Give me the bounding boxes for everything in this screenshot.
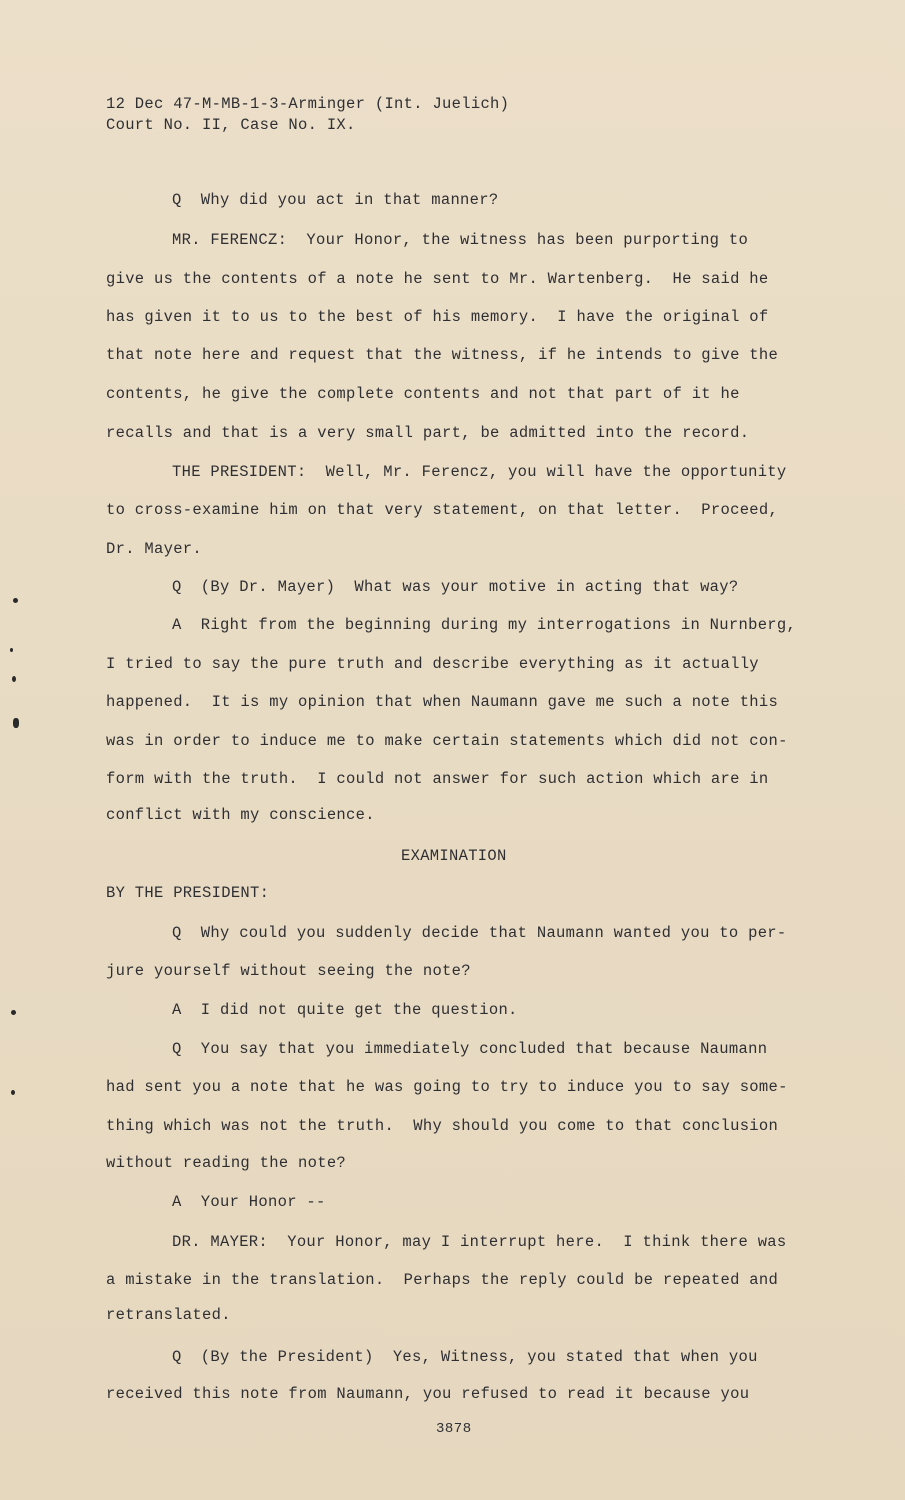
text-line: Q Why could you suddenly decide that Naumann wanted you to per- (172, 924, 787, 942)
punch-mark (13, 718, 19, 728)
text-line: recalls and that is a very small part, be admitted into the record. (106, 424, 750, 442)
section-heading: EXAMINATION (401, 847, 507, 865)
text-line: to cross-examine him on that very statement, on that letter. Proceed, (106, 501, 779, 519)
punch-mark (11, 1010, 16, 1015)
text-line: MR. FERENCZ: Your Honor, the witness has been purporting to (172, 231, 749, 249)
text-line: Q (By Dr. Mayer) What was your motive in acting that way? (172, 578, 739, 596)
text-line: Q Why did you act in that manner? (172, 191, 499, 209)
text-line: thing which was not the truth. Why should you come to that conclusion (106, 1117, 779, 1135)
page-number: 3878 (436, 1421, 472, 1437)
text-line: contents, he give the complete contents and not that part of it he (106, 385, 740, 403)
text-line: A I did not quite get the question. (172, 1001, 518, 1019)
text-line: Q (By the President) Yes, Witness, you stated that when you (172, 1348, 758, 1366)
text-line: Dr. Mayer. (106, 540, 203, 558)
text-line: that note here and request that the witness, if he intends to give the (106, 346, 779, 364)
speaker-heading: BY THE PRESIDENT: (106, 884, 270, 902)
punch-mark (11, 1090, 15, 1095)
punch-mark (10, 648, 13, 652)
text-line: received this note from Naumann, you refused to read it because you (106, 1385, 750, 1403)
text-line: give us the contents of a note he sent to Mr. Wartenberg. He said he (106, 270, 769, 288)
text-line: without reading the note? (106, 1154, 347, 1172)
text-line: conflict with my conscience. (106, 806, 375, 824)
text-line: A Right from the beginning during my interrogations in Nurnberg, (172, 616, 797, 634)
text-line: A Your Honor -- (172, 1193, 326, 1211)
header-line-2: Court No. II, Case No. IX. (106, 116, 356, 134)
punch-mark (12, 676, 16, 682)
text-line: a mistake in the translation. Perhaps the reply could be repeated and (106, 1271, 779, 1289)
text-line: Q You say that you immediately concluded that because Naumann (172, 1040, 768, 1058)
text-line: has given it to us to the best of his memory. I have the original of (106, 308, 769, 326)
text-line: jure yourself without seeing the note? (106, 962, 471, 980)
punch-mark (13, 598, 18, 603)
text-line: form with the truth. I could not answer for such action which are in (106, 770, 769, 788)
text-line: had sent you a note that he was going to try to induce you to say some- (106, 1078, 788, 1096)
text-line: I tried to say the pure truth and describe everything as it actually (106, 655, 759, 673)
text-line: DR. MAYER: Your Honor, may I interrupt here. I think there was (172, 1233, 787, 1251)
header-line-1: 12 Dec 47-M-MB-1-3-Arminger (Int. Juelich) (106, 95, 510, 113)
text-line: happened. It is my opinion that when Naumann gave me such a note this (106, 693, 779, 711)
text-line: retranslated. (106, 1306, 231, 1324)
text-line: THE PRESIDENT: Well, Mr. Ferencz, you will have the opportunity (172, 463, 787, 481)
text-line: was in order to induce me to make certain statements which did not con- (106, 732, 788, 750)
